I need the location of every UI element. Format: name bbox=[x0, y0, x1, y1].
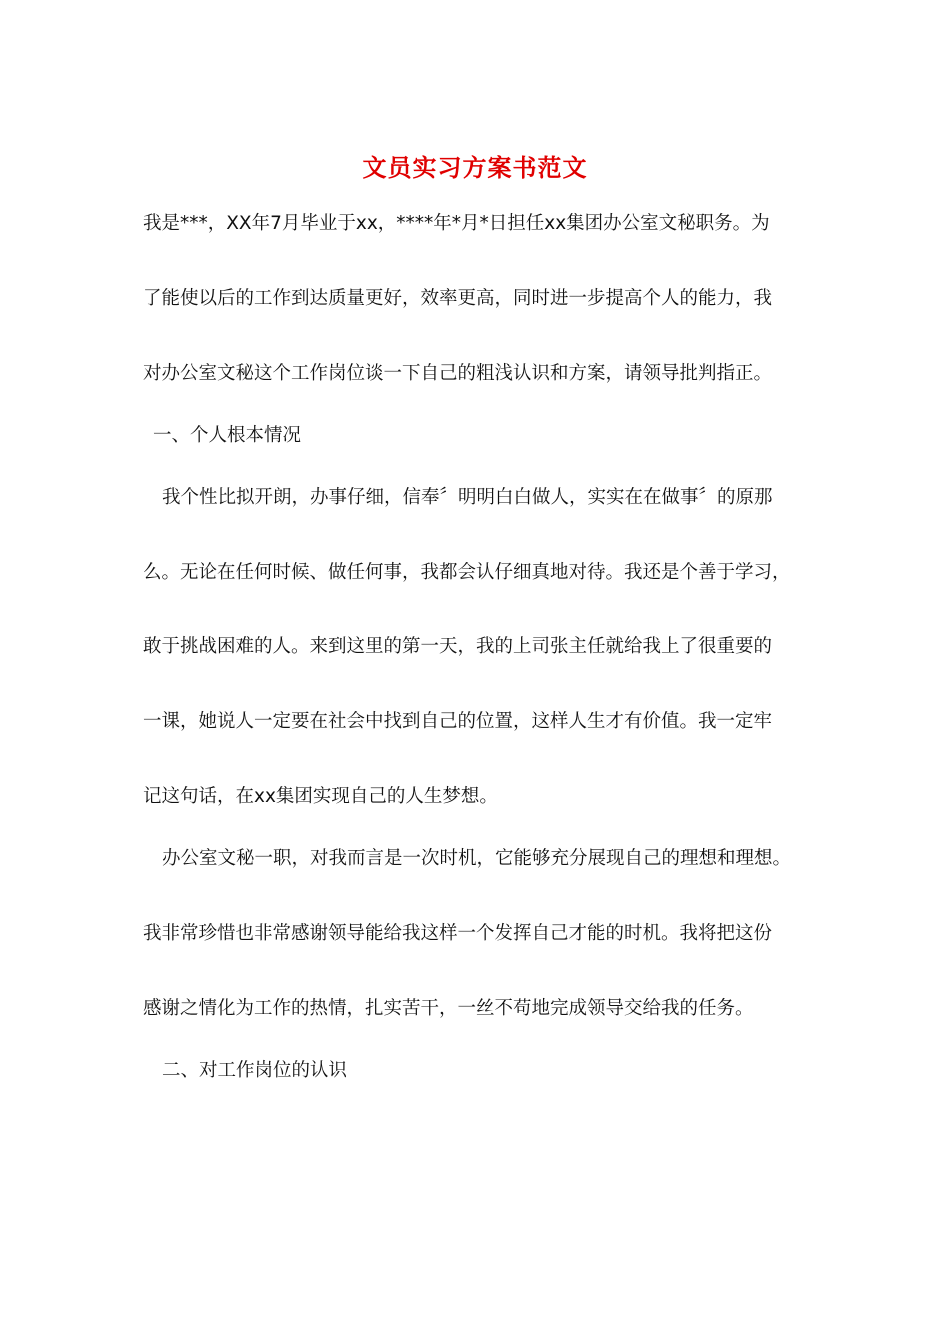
paragraph-2-line-4: 一课，她说人一定要在社会中找到自己的位置，这样人生才有价值。我一定牢 bbox=[143, 711, 773, 732]
section-heading-2: 二、对工作岗位的认识 bbox=[162, 1060, 348, 1081]
paragraph-1-line-1: 我是***，XX年7月毕业于xx，****年*月*日担任xx集团办公室文秘职务。为 bbox=[143, 213, 770, 234]
paragraph-2-line-1: 我个性比拟开朗，办事仔细，信奉〞明明白白做人，实实在在做事〞的原那 bbox=[162, 487, 773, 508]
paragraph-1-line-2: 了能使以后的工作到达质量更好，效率更高，同时进一步提高个人的能力，我 bbox=[143, 288, 773, 309]
section-heading-1: 一、个人根本情况 bbox=[153, 425, 302, 446]
document-title: 文员实习方案书范文 bbox=[362, 153, 588, 182]
paragraph-3-line-2: 我非常珍惜也非常感谢领导能给我这样一个发挥自己才能的时机。我将把这份 bbox=[143, 923, 773, 944]
paragraph-3-line-3: 感谢之情化为工作的热情，扎实苦干，一丝不苟地完成领导交给我的任务。 bbox=[143, 998, 754, 1019]
paragraph-2-line-2: 么。无论在任何时候、做任何事，我都会认仔细真地对待。我还是个善于学习， bbox=[143, 562, 791, 583]
paragraph-3-line-1: 办公室文秘一职，对我而言是一次时机，它能够充分展现自己的理想和理想。 bbox=[162, 848, 792, 869]
paragraph-1-line-3: 对办公室文秘这个工作岗位谈一下自己的粗浅认识和方案，请领导批判指正。 bbox=[143, 363, 773, 384]
paragraph-2-line-5: 记这句话，在xx集团实现自己的人生梦想。 bbox=[143, 786, 498, 807]
paragraph-2-line-3: 敢于挑战困难的人。来到这里的第一天，我的上司张主任就给我上了很重要的 bbox=[143, 636, 773, 657]
